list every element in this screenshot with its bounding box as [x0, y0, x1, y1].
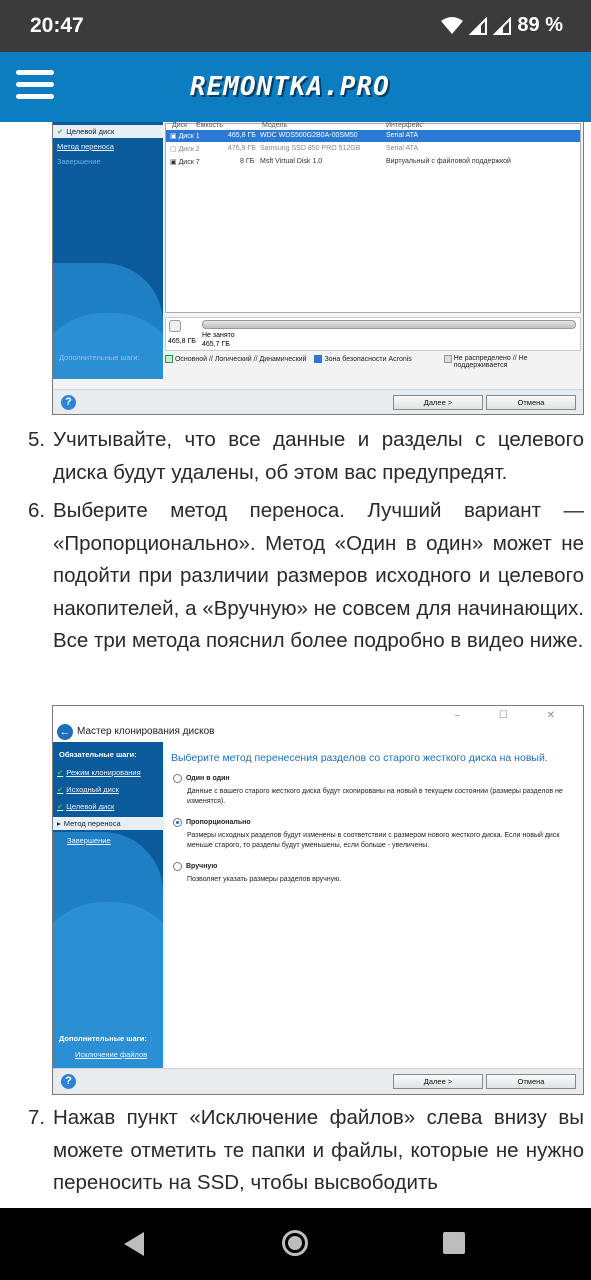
table-header: Диск Емкость Модель Интерфейс [172, 122, 423, 129]
wizard-footer [53, 1068, 583, 1095]
wifi-icon [441, 17, 463, 35]
cancel-button[interactable]: Отмена [486, 395, 576, 410]
hamburger-icon[interactable] [16, 70, 54, 104]
cancel-button[interactable]: Отмена [486, 1074, 576, 1089]
sidebar-item-clone-mode[interactable]: ✔ Режим клонирования [57, 768, 141, 777]
sidebar-item-source-disk[interactable]: ✔ Исходный диск [57, 785, 119, 794]
step-text: Выберите метод переноса. Лучший вариант — «Пропорционально». Метод «Один в один» может не подойти при различии размеров исходного и целевого накопителей, а «Вручную» не совсем для начинающих. Все три метода пояснил более подробно в видео ниже. [53, 499, 584, 652]
recents-icon[interactable] [443, 1232, 465, 1254]
site-logo[interactable]: REMONTKA.PRO [190, 72, 390, 102]
sidebar-heading: Обязательные шаги: [59, 750, 137, 759]
radio-button-selected[interactable] [173, 818, 182, 827]
sidebar-item-exclude-files[interactable]: Исключение файлов [75, 1050, 148, 1059]
status-time: 20:47 [30, 14, 84, 37]
navigation-bar [0, 1208, 591, 1280]
help-icon[interactable]: ? [61, 395, 76, 410]
wizard-main [165, 750, 583, 1068]
app-bar [0, 52, 591, 122]
legend: Основной // Логический // Динамический Зона безопасности Acronis Не распределено // Не поддерживается [165, 355, 544, 369]
radio-button[interactable] [173, 774, 182, 783]
sidebar-item-target-disk[interactable]: ✔ Целевой диск [53, 125, 163, 138]
signal-icon [469, 17, 487, 35]
table-row[interactable]: ▣ Диск 1 465,8 ГБ WDC WDS500G2B0A-00SM50 Serial ATA [166, 130, 580, 142]
home-icon[interactable] [282, 1230, 308, 1256]
acronis-zone-swatch [314, 355, 322, 363]
option-proportional[interactable]: Пропорционально Размеры исходных разделов будут изменены в соответствии с размером нового жесткого диска. Если новый диск меньше старого, то разделы будут уменьшены, если больше - увеличены. [173, 818, 567, 851]
wizard-footer [53, 389, 583, 415]
sidebar-item-finish[interactable]: Завершение [57, 157, 101, 166]
battery-level: 89 % [517, 14, 563, 36]
wizard-step-title: Выберите метод перенесения разделов со старого жесткого диска на новый. [171, 752, 548, 764]
option-manual[interactable]: Вручную Позволяет указать размеры разделов вручную. [173, 862, 567, 885]
partition-bar[interactable] [202, 320, 576, 329]
window-controls[interactable]: – ☐ ✕ [454, 710, 573, 721]
partition-label: Не занято [202, 332, 235, 339]
unallocated-swatch [444, 355, 452, 363]
sidebar-extra-heading: Дополнительные шаги: [59, 353, 140, 362]
disk-layout-bar [165, 317, 581, 351]
radio-button[interactable] [173, 862, 182, 871]
status-bar [0, 0, 591, 52]
disk-icon [169, 320, 181, 332]
status-icons [441, 14, 563, 37]
help-icon[interactable]: ? [61, 1074, 76, 1089]
sidebar-extra-heading: Дополнительные шаги: [59, 1034, 147, 1043]
article-content: ✔ Целевой диск Метод переноса Завершение Дополнительные шаги: Диск Емкость Модель Интерфейс ▣ Диск 1 465,8 ГБ WDC WDS500G2B0A-00SM50 Serial ATA ▢ Диск 2 476,9 ГБ Samsung SSD 850 PRO 512GB Serial ATA ▣ Диск 7 8 ГБ Msft Virtual Disk 1.0 Виртуальный с файловой поддержкой 465,8 ГБ Не занято 465,7 ГБ Основной // Логический // Динамический Зона безопасности Acronis Не распределено // Не поддерживается ? Далее > Отмена 5. Учитывайте, что все данные и разделы с целевого диска будут удалены, об этом вас предупредят. 6. Выберите метод переноса. Лучший вариант — «Пропорционально». Метод «Один в один» может не подойти при различии размеров исходного и целевого накопителей, а «Вручную» не совсем для начинающих. Все три метода пояснил более подробно в видео ниже. ← Мастер клонирования дисков – ☐ ✕ Обязательные шаги: ✔ Режим клонирования ✔ Исходный диск ✔ Целевой диск ▸ Метод переноса Завершение Дополнительные шаги: Исключение файлов Выберите метод перенесения разделов со старого жесткого диска на новый. Один в один Данные с вашего старого жесткого диска будут скопированы на новый в текущем состоянии (размеры разделов не изменятся). Пропорционально Размеры исходных разделов будут изменены в соответствии с размером нового жесткого диска. Если новый диск меньше старого, то разделы будут уменьшены, если больше - увеличены. Вручную Позволяет указать размеры разделов вручную. ? Далее > Отмена 7. Нажав пункт «Исключение файлов» слева внизу вы можете отметить те папки и файлы, которые не нужно переносить на SSD, чтобы высвободить [0, 122, 591, 1208]
back-icon[interactable] [124, 1232, 144, 1256]
disk-table [165, 123, 581, 313]
wizard-sidebar [53, 122, 163, 379]
sidebar-item-target-disk[interactable]: ✔ Целевой диск [57, 802, 115, 811]
sidebar-item-transfer-method[interactable]: ▸ Метод переноса [53, 817, 163, 830]
basic-partition-swatch [165, 355, 173, 363]
table-row[interactable]: ▣ Диск 7 8 ГБ Msft Virtual Disk 1.0 Виртуальный с файловой поддержкой [170, 158, 511, 166]
screenshot-transfer-method [52, 705, 584, 1095]
wizard-title: Мастер клонирования дисков [77, 726, 215, 737]
step-text: Учитывайте, что все данные и разделы с целевого диска будут удалены, об этом вас предупредят. [53, 428, 584, 484]
sidebar-item-transfer-method[interactable]: Метод переноса [57, 142, 114, 151]
next-button[interactable]: Далее > [393, 1074, 483, 1089]
wizard-sidebar [53, 742, 163, 1068]
step-text: Нажав пункт «Исключение файлов» слева внизу вы можете отметить те папки и файлы, которые не нужно переносить на SSD, чтобы высвободить [53, 1106, 584, 1194]
screenshot-target-disk [52, 122, 584, 415]
table-row[interactable]: ▢ Диск 2 476,9 ГБ Samsung SSD 850 PRO 512GB Serial ATA [170, 145, 419, 153]
back-arrow-icon[interactable]: ← [57, 724, 73, 740]
partition-size: 465,7 ГБ [202, 341, 230, 348]
disk-size: 465,8 ГБ [168, 338, 196, 345]
signal-icon-2 [493, 17, 511, 35]
next-button[interactable]: Далее > [393, 395, 483, 410]
sidebar-item-finish[interactable]: Завершение [67, 836, 111, 845]
option-one-to-one[interactable]: Один в один Данные с вашего старого жесткого диска будут скопированы на новый в текущем состоянии (размеры разделов не изменятся). [173, 774, 567, 807]
